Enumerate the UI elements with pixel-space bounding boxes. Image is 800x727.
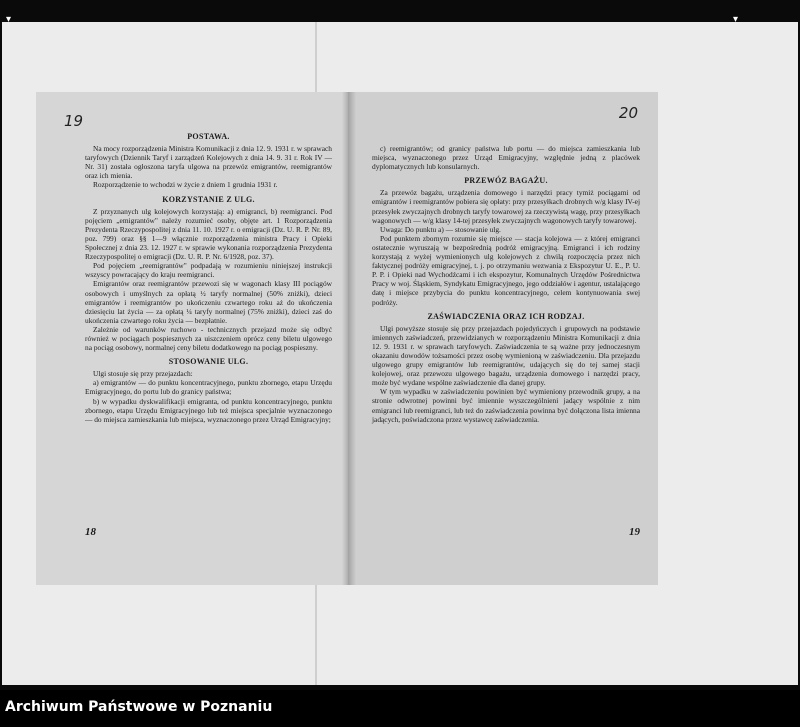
section-heading: KORZYSTANIE Z ULG. xyxy=(162,194,255,204)
frame-mark-left: ▾ xyxy=(6,14,12,25)
paragraph: W tym wypadku w zaświadczeniu powinien być wymieniony przewodnik grupy, a na stronie odwrotnej powinni być imiennie wyszczególnieni jadący wspólnie z nim emigranci lub reemigranci, lub też do zaświadczenia powinna być dołączona lista imienna jadących, poświadczona przez wystawcę zaświadczenia. xyxy=(372,387,640,424)
paragraph: Pod punktem zbornym rozumie się miejsce — stacja kolejowa — z której emigranci ostatecznie wyruszają w bezpośrednią podróż emigracyjną. Emigranci i ich rodziny korzystają z wyżej wymienionych ulg kolejowych z chwilą rozpoczęcia przez nich faktycznej podróży emigracyjnej, t. j. po otrzymaniu wezwania z Ekspozytur U. E., P. U. P. P. i Opieki nad Wychodźcami i ich ekspozytur, Komunalnych Urzędów Pośrednictwa Pracy w woj. Śląskiem, Syndykatu Emigracyjnego, jego oddziałów i agentur, ustalającego datę i miejsce przybycia do punktu koncentracyjnego, celem kontynuowania swej podróży. xyxy=(372,233,640,307)
handwritten-folio-right: 20 xyxy=(618,104,638,122)
booklet-spread xyxy=(36,92,658,585)
page-number-right: 19 xyxy=(629,526,640,538)
handwritten-folio-left: 19 xyxy=(64,112,84,130)
paragraph: Emigrantów oraz reemigrantów przewozi się w wagonach klasy III pociągów osobowych i umyślnych za opłatą ½ taryfy normalnej (50% zniżki), dzieci emigrantów i reemigrantów po ukończeniu czwartego roku aż do ukończenia dziesięciu lat życia — za opłatą ¼ taryfy normalnej (75% zniżki), dzieci zaś do ukończenia czwartego roku życia — bezpłatnie. xyxy=(85,279,332,325)
section-heading: POSTAWA. xyxy=(187,132,230,141)
paragraph: Ulgi stosuje się przy przejazdach: xyxy=(93,369,193,379)
paragraph: Uwaga: Do punktu a) — stosowanie ulg. xyxy=(380,224,501,234)
frame-mark-right: ▾ xyxy=(733,14,739,25)
archive-caption: Archiwum Państwowe w Poznaniu xyxy=(5,699,273,715)
paragraph: a) emigrantów — do punktu koncentracyjnego, punktu zbornego, etapu Urzędu Emigracyjnego, do portu lub do granicy państwa; xyxy=(85,378,332,397)
left-page-text xyxy=(85,132,332,424)
paragraph: Pod pojęciem „reemigrantów" podpadają w rozumieniu niniejszej instrukcji wszyscy powracający do kraju reemigranci. xyxy=(85,261,332,280)
section-heading: STOSOWANIE ULG. xyxy=(168,357,249,367)
paragraph: Zależnie od warunków ruchowo - technicznych przejazd może się odbyć również w pociągach pospiesznych za uiszczeniem oprócz ceny biletu ulgowego na pociąg osobowy, normalnej ceny biletu dodatkowego na pociąg pospieszny. xyxy=(85,324,332,353)
section-heading: ZAŚWIADCZENIA ORAZ ICH RODZAJ. xyxy=(427,311,585,321)
left-page xyxy=(36,92,348,585)
paragraph: Za przewóz bagażu, urządzenia domowego i narzędzi pracy tymiż pociągami od emigrantów i reemigrantów pobiera się opłaty: przy przesyłkach drobnych w/g klasy IV-ej przesyłek zwyczajnych drobnych taryfy towarowej za rzeczywistą wagę, przy przesyłkach wagonowych — w/g klasy 14-tej przesyłek zwyczajnych wagonowych taryfy towarowej. xyxy=(372,188,640,225)
paragraph: Na mocy rozporządzenia Ministra Komunikacji z dnia 12. 9. 1931 r. w sprawach taryfowych (Dziennik Taryf i zarządzeń Kolejowych z dnia 14. 9. 31 r. Rok IV — Nr. 31) została ogłoszona taryfa ulgowa na przewóz emigrantów, reemigrantów oraz ich mienia. xyxy=(85,144,332,181)
paragraph: b) w wypadku dyskwalifikacji emigranta, od punktu koncentracyjnego, punktu zbornego, etapu Urzędu Emigracyjnego lub też miejsca specjalnie wyznaczonego — do miejsca zamieszkania lub miejsca, wyznaczonego przez Urząd Emigracyjny; xyxy=(85,396,332,424)
right-page-text xyxy=(372,144,640,424)
paragraph: Ulgi powyższe stosuje się przy przejazdach pojedyńczych i grupowych na podstawie imiennych zaświadczeń, przewidzianych w rozporządzeniu Ministra Komunikacji z dnia 12. 9. 1931 r. w sprawach taryfowych. Zaświadczenia te są ważne przy jednoczesnym okazaniu dowodów tożsamości przez osobę wymienioną w zaświadczeniu. Dla przejazdu ulgowego grupy emigrantów lub reemigrantów, udających się do tej samej stacji kolejowej, oraz przewozu ulgowego bagażu, urządzenia domowego i narzędzi pracy, może być wydane wspólne zaświadczenie dla danej grupy. xyxy=(372,323,640,388)
paragraph: c) reemigrantów; od granicy państwa lub portu — do miejsca zamieszkania lub miejsca, wyznaczonego przez Urząd Emigracyjny, względnie jedną z placówek dyplomatycznych lub konsularnych. xyxy=(372,144,640,172)
paragraph: Rozporządzenie to wchodzi w życie z dniem 1 grudnia 1931 r. xyxy=(93,180,278,190)
section-heading: PRZEWÓZ BAGAŻU. xyxy=(464,176,548,186)
right-page xyxy=(348,92,658,585)
paragraph: Z przyznanych ulg kolejowych korzystają: a) emigranci, b) reemigranci. Pod pojęciem „emigrantów" należy rozumieć osoby, objęte art. 1 Rozporządzenia Prezydenta Rzeczypospolitej z dnia 11. 10. 1927 r. o emigracji (Dz. U. R. P. Nr. 89, poz. 799) oraz §§ 1—9 włącznie rozporządzenia ministra Pracy i Opieki Społecznej z dnia 23. 12. 1927 r. w sprawie wykonania rozporządzenia Prezydenta Rzeczypospolitej o emigracji (Dz. U. R. P. Nr. 6/1928, poz. 37). xyxy=(85,206,332,262)
page-number-left: 18 xyxy=(85,526,96,538)
